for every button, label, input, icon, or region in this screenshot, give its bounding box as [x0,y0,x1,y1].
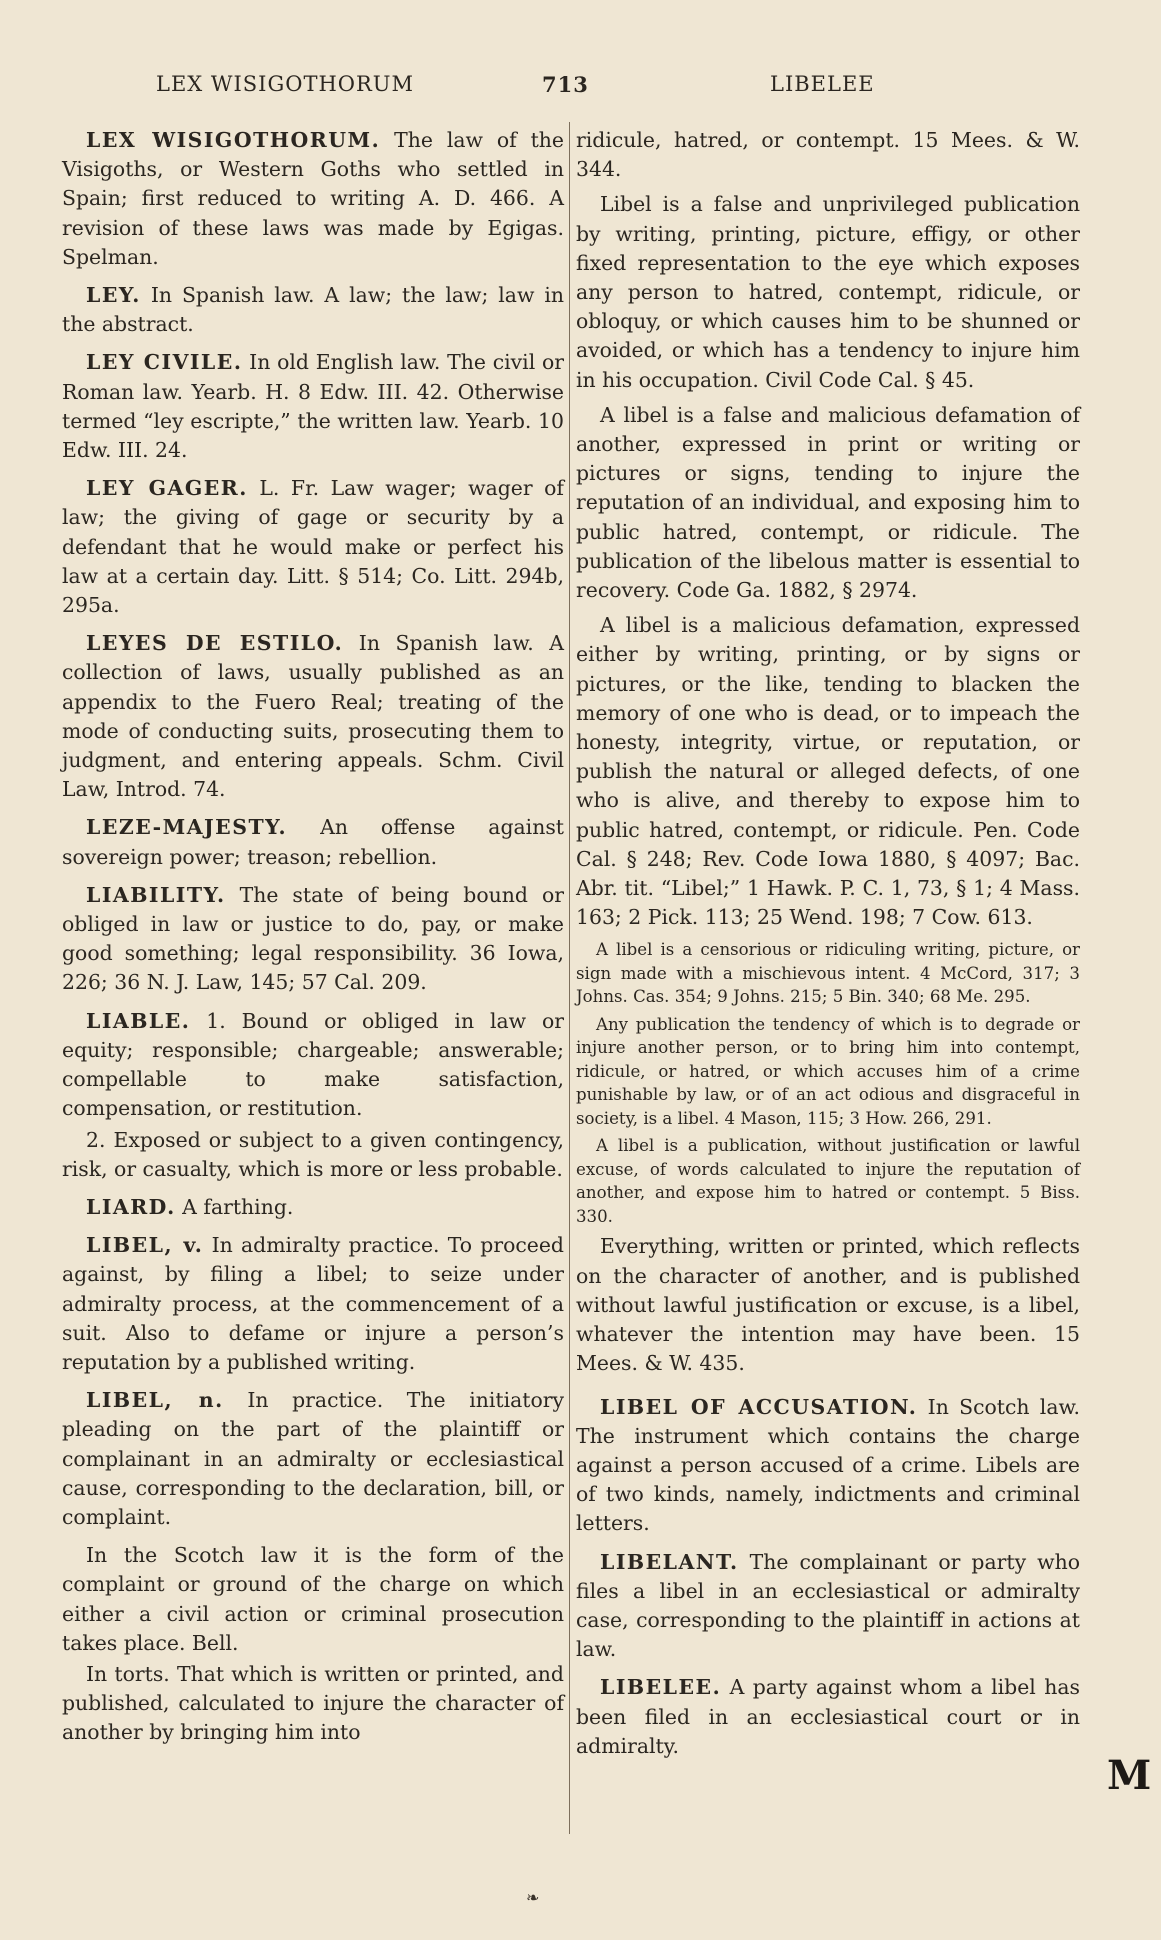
entry-ley-civile [62,348,564,465]
left-column [62,126,564,1757]
headword: LIBEL, n. [86,1388,224,1413]
headword: LIABILITY. [86,882,226,907]
libel-continuation: ridicule, hatred, or contempt. 15 Mees. & W. 344. [576,128,1080,182]
libel-note-3: A libel is a publication, without justification or lawful excuse, of words calculated to injure the reputation of another, and expose him to hatred or contempt. 5 Biss. 330. [576,1136,1080,1226]
running-header [0,72,1161,106]
right-column [576,126,1080,1770]
libel-note-1: A libel is a censorious or ridiculing writing, picture, or sign made with a mischievous intent. 4 McCord, 317; 3 Johns. Cas. 354; 9 Johns. 215; 5 Bin. 340; 68 Me. 295. [576,940,1080,1007]
definition: An offense against sovereign power; treason; rebellion. [62,815,564,869]
definition: A farthing. [175,1194,294,1219]
definition: In the Scotch law it is the form of the complaint or ground of the charge on which either a civil action or criminal prosecution takes place. Bell. [62,1543,564,1655]
definition: The state of being bound or obliged in law or justice to do, pay, or make good something; legal responsibility. 36 Iowa, 226; 36 N. J. Law, 145; 57 Cal. 209. [62,882,564,995]
footer-ornament: ❧ [526,1888,540,1907]
libel-definition-mees: Everything, written or printed, which reflects on the character of another, and is published without lawful justification or excuse, is a libel, whatever the intention may have been. 15 Mees. & W. 435. [576,1234,1080,1376]
definition: The complainant or party who files a libel in an ecclesiastical or admiralty case, corresponding to the plaintiff in actions at law. [576,1549,1080,1662]
headword: LEX WISIGOTHORUM. [86,128,381,152]
headword: LEZE-MAJESTY. [86,815,288,840]
entry-libel-noun [62,1386,564,1532]
headword: LIBEL OF ACCUSATION. [600,1394,918,1419]
definition: 2. Exposed or subject to a given contingency, risk, or casualty, which is more or less probable. [62,1127,564,1181]
entry-libel-of-accusation [576,1393,1080,1539]
entry-libel-verb [62,1231,564,1377]
definition: L. Fr. Law wager; wager of law; the giving of gage or security by a defendant that he would make or perfect his law at a certain day. Litt. § 514; Co. Litt. 294b, 295a. [62,476,564,618]
header-right-guideword: LIBELEE [770,72,875,96]
entry-liability [62,881,564,998]
entry-libelant [576,1548,1080,1665]
headword: LEY CIVILE. [86,350,243,375]
page-number: 713 [542,72,589,97]
headword: LEY GAGER. [86,476,248,501]
definition: In old English law. The civil or Roman law. Yearb. H. 8 Edw. III. 42. Otherwise termed “ley escripte,” the written law. Yearb. 10 Edw. III. 24. [62,350,565,463]
entry-leze-majesty [62,813,564,871]
headword: LIARD. [86,1194,176,1219]
definition: In Spanish law. A law; the law; law in the abstract. [62,283,564,337]
libel-note-2: Any publication the tendency of which is to degrade or injure another person, or to bring him into contempt, ridicule, or hatred, or which accuses him of a crime punishable by law, or of an act odious and disgraceful in society, is a libel. 4 Mason, 115; 3 How. 266, 291. [576,1014,1080,1128]
definition: In Scotch law. The instrument which contains the charge against a person accused of a crime. Libels are of two kinds, namely, indictments and criminal letters. [576,1394,1080,1536]
entry-libel-torts [62,1660,564,1748]
entry-libel-scotch [62,1541,564,1658]
definition: In practice. The initiatory pleading on the part of the plaintiff or complainant in an admiralty or ecclesiastical cause, corresponding to the declaration, bill, or complaint. [62,1388,564,1529]
entry-libelee [576,1673,1080,1761]
libel-definition-cal: Libel is a false and unprivileged publication by writing, printing, picture, effigy, or other fixed representation to the eye which exposes any person to hatred, contempt, ridicule, or obloquy, or which causes him to be shunned or avoided, or which has a tendency to injure him in his occupation. Civil Code Cal. § 45. [576,192,1080,392]
entry-ley-gager [62,474,564,620]
libel-definition-ga: A libel is a false and malicious defamation of another, expressed in print or writing or pictures or signs, tending to injure the reputation of an individual, and exposing him to public hatred, contempt, or ridicule. The publication of the libelous matter is essential to recovery. Code Ga. 1882, § 2974. [576,402,1080,603]
libel-definition-pen-code: A libel is a malicious defamation, expressed either by writing, printing, or by signs or pictures, or the like, tending to blacken the memory of one who is dead, or to impeach the honesty, integrity, virtue, or reputation, or publish the natural or alleged defects, of one who is alive, and thereby to expose him to public hatred, contempt, or ridicule. Pen. Code Cal. § 248; Rev. Code Iowa 1880, § 4097; Bac. Abr. tit. “Libel;” 1 Hawk. P. C. 1, 73, § 1; 4 Mass. 163; 2 Pick. 113; 25 Wend. 198; 7 Cow. 613. [576,613,1080,930]
headword: LEY. [86,283,141,308]
headword: LIBEL, v. [86,1233,204,1258]
entry-leyes-de-estilo [62,629,564,804]
headword: LIBELEE. [600,1675,722,1700]
definition: A party against whom a libel has been filed in an ecclesiastical court or in admiralty. [576,1675,1080,1758]
entry-liable-sense-2 [62,1126,564,1184]
definition: In Spanish law. A collection of laws, usually published as an appendix to the Fuero Real; treating of the mode of conducting suits, prosecuting them to judgment, and entering appeals. Schm. Civil Law, Introd. 74. [62,631,564,802]
entry-liard [62,1193,564,1222]
entry-ley [62,281,564,339]
headword: LIABLE. [86,1008,191,1033]
headword: LEYES DE ESTILO. [86,631,344,656]
column-divider [569,122,570,1834]
definition: In admiralty practice. To proceed against, by filing a libel; to seize under admiralty process, at the commencement of a suit. Also to defame or injure a person’s reputation by a published writing. [62,1233,564,1374]
header-left-guideword: LEX WISIGOTHORUM [156,72,415,96]
thumb-index-tab: M [1107,1752,1152,1799]
definition: In torts. That which is written or printed, and published, calculated to injure the character of another by bringing him into [62,1661,564,1745]
entry-lex-wisigothorum [62,126,564,272]
headword: LIBELANT. [600,1549,739,1574]
entry-liable [62,1007,564,1124]
definition: 1. Bound or obliged in law or equity; responsible; chargeable; answerable; compellable to make satisfaction, compensation, or restitution. [62,1008,564,1121]
definition: The law of the Visigoths, or Western Goths who settled in Spain; first reduced to writing A. D. 466. A revision of these laws was made by Egigas. Spelman. [62,128,564,269]
